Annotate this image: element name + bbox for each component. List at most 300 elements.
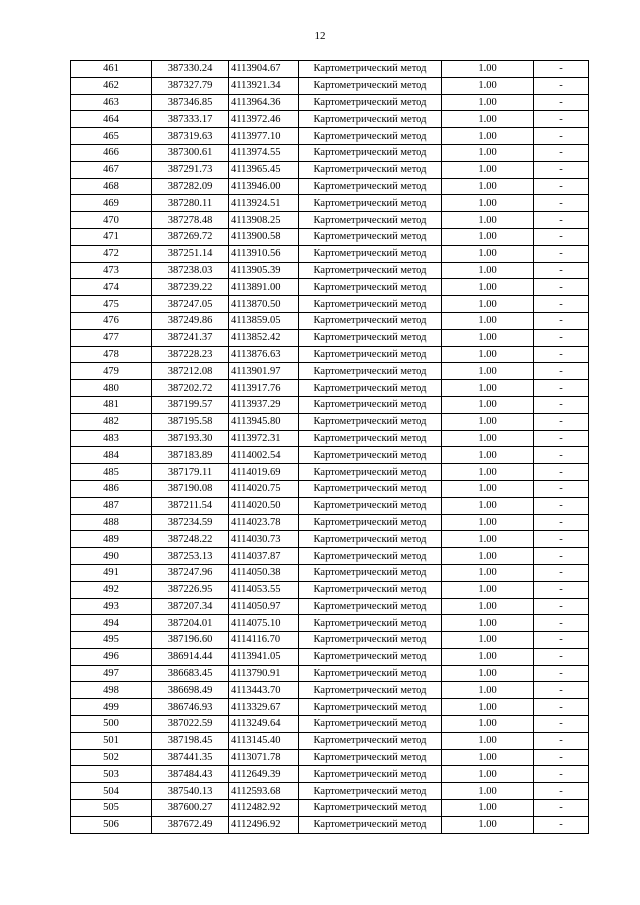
coordinate-y-cell: 4113891.00: [229, 279, 299, 296]
coordinate-y-cell: 4113859.05: [229, 312, 299, 329]
table-row: [71, 749, 589, 766]
coordinate-x-cell: 386746.93: [152, 699, 229, 716]
coordinate-y-cell: 4114002.54: [229, 447, 299, 464]
table-row: [71, 346, 589, 363]
coordinate-y-cell: 4113924.51: [229, 195, 299, 212]
table-row: [71, 61, 589, 78]
method-cell: Картометрический метод: [299, 665, 442, 682]
coordinate-y-cell: 4113937.29: [229, 396, 299, 413]
coordinate-y-cell: 4112649.39: [229, 766, 299, 783]
point-number-cell: 474: [71, 279, 152, 296]
coordinate-x-cell: 387193.30: [152, 430, 229, 447]
accuracy-cell: 1.00: [442, 346, 534, 363]
description-cell: -: [534, 161, 589, 178]
accuracy-cell: 1.00: [442, 296, 534, 313]
point-number-cell: 497: [71, 665, 152, 682]
point-number-cell: 462: [71, 77, 152, 94]
description-cell: -: [534, 598, 589, 615]
method-cell: Картометрический метод: [299, 766, 442, 783]
coordinate-x-cell: 387212.08: [152, 363, 229, 380]
accuracy-cell: 1.00: [442, 245, 534, 262]
accuracy-cell: 1.00: [442, 363, 534, 380]
point-number-cell: 487: [71, 497, 152, 514]
point-number-cell: 476: [71, 312, 152, 329]
description-cell: -: [534, 648, 589, 665]
table-row: [71, 447, 589, 464]
coordinate-y-cell: 4113852.42: [229, 329, 299, 346]
coordinate-x-cell: 387190.08: [152, 480, 229, 497]
table-row: [71, 413, 589, 430]
description-cell: -: [534, 228, 589, 245]
table-row: [71, 279, 589, 296]
coordinate-y-cell: 4113905.39: [229, 262, 299, 279]
coordinate-y-cell: 4113904.67: [229, 61, 299, 78]
coordinate-x-cell: 387672.49: [152, 816, 229, 833]
table-row: [71, 195, 589, 212]
point-number-cell: 502: [71, 749, 152, 766]
description-cell: -: [534, 296, 589, 313]
accuracy-cell: 1.00: [442, 464, 534, 481]
coordinate-x-cell: 387280.11: [152, 195, 229, 212]
table-row: [71, 212, 589, 229]
table-row: [71, 564, 589, 581]
table-row: [71, 380, 589, 397]
coordinate-y-cell: 4114050.38: [229, 564, 299, 581]
table-row: [71, 144, 589, 161]
method-cell: Картометрический метод: [299, 111, 442, 128]
method-cell: Картометрический метод: [299, 531, 442, 548]
point-number-cell: 499: [71, 699, 152, 716]
description-cell: -: [534, 766, 589, 783]
coordinate-x-cell: 387199.57: [152, 396, 229, 413]
coordinate-y-cell: 4113901.97: [229, 363, 299, 380]
coordinate-x-cell: 387241.37: [152, 329, 229, 346]
description-cell: -: [534, 480, 589, 497]
point-number-cell: 484: [71, 447, 152, 464]
method-cell: Картометрический метод: [299, 262, 442, 279]
coordinate-x-cell: 387247.96: [152, 564, 229, 581]
accuracy-cell: 1.00: [442, 816, 534, 833]
coordinates-table-body: [71, 61, 589, 834]
method-cell: Картометрический метод: [299, 716, 442, 733]
coordinate-y-cell: 4112593.68: [229, 783, 299, 800]
coordinate-y-cell: 4114020.50: [229, 497, 299, 514]
table-row: [71, 699, 589, 716]
point-number-cell: 473: [71, 262, 152, 279]
table-row: [71, 531, 589, 548]
description-cell: -: [534, 178, 589, 195]
method-cell: Картометрический метод: [299, 144, 442, 161]
accuracy-cell: 1.00: [442, 279, 534, 296]
accuracy-cell: 1.00: [442, 262, 534, 279]
accuracy-cell: 1.00: [442, 195, 534, 212]
coordinate-y-cell: 4113910.56: [229, 245, 299, 262]
method-cell: Картометрический метод: [299, 212, 442, 229]
method-cell: Картометрический метод: [299, 732, 442, 749]
description-cell: -: [534, 413, 589, 430]
description-cell: -: [534, 312, 589, 329]
coordinate-x-cell: 386914.44: [152, 648, 229, 665]
point-number-cell: 486: [71, 480, 152, 497]
method-cell: Картометрический метод: [299, 514, 442, 531]
point-number-cell: 493: [71, 598, 152, 615]
point-number-cell: 491: [71, 564, 152, 581]
coordinate-x-cell: 387195.58: [152, 413, 229, 430]
coordinate-y-cell: 4113972.31: [229, 430, 299, 447]
coordinate-y-cell: 4114037.87: [229, 548, 299, 565]
coordinate-x-cell: 387234.59: [152, 514, 229, 531]
coordinate-y-cell: 4113921.34: [229, 77, 299, 94]
method-cell: Картометрический метод: [299, 312, 442, 329]
table-row: [71, 682, 589, 699]
coordinate-y-cell: 4114023.78: [229, 514, 299, 531]
description-cell: -: [534, 464, 589, 481]
coordinate-x-cell: 387278.48: [152, 212, 229, 229]
description-cell: -: [534, 716, 589, 733]
accuracy-cell: 1.00: [442, 329, 534, 346]
table-row: [71, 766, 589, 783]
accuracy-cell: 1.00: [442, 144, 534, 161]
coordinate-y-cell: 4112496.92: [229, 816, 299, 833]
description-cell: -: [534, 77, 589, 94]
coordinates-table: [70, 60, 589, 834]
table-row: [71, 228, 589, 245]
point-number-cell: 480: [71, 380, 152, 397]
description-cell: -: [534, 279, 589, 296]
coordinate-x-cell: 387238.03: [152, 262, 229, 279]
point-number-cell: 482: [71, 413, 152, 430]
coordinate-x-cell: 387333.17: [152, 111, 229, 128]
point-number-cell: 500: [71, 716, 152, 733]
point-number-cell: 505: [71, 800, 152, 817]
method-cell: Картометрический метод: [299, 816, 442, 833]
accuracy-cell: 1.00: [442, 564, 534, 581]
description-cell: -: [534, 497, 589, 514]
description-cell: -: [534, 94, 589, 111]
point-number-cell: 485: [71, 464, 152, 481]
point-number-cell: 506: [71, 816, 152, 833]
method-cell: Картометрический метод: [299, 749, 442, 766]
table-row: [71, 464, 589, 481]
description-cell: -: [534, 61, 589, 78]
coordinate-x-cell: 387330.24: [152, 61, 229, 78]
accuracy-cell: 1.00: [442, 682, 534, 699]
coordinate-x-cell: 387196.60: [152, 632, 229, 649]
description-cell: -: [534, 581, 589, 598]
coordinate-x-cell: 387228.23: [152, 346, 229, 363]
description-cell: -: [534, 800, 589, 817]
method-cell: Картометрический метод: [299, 497, 442, 514]
method-cell: Картометрический метод: [299, 329, 442, 346]
accuracy-cell: 1.00: [442, 447, 534, 464]
coordinate-y-cell: 4113071.78: [229, 749, 299, 766]
coordinate-x-cell: 387441.35: [152, 749, 229, 766]
point-number-cell: 496: [71, 648, 152, 665]
accuracy-cell: 1.00: [442, 665, 534, 682]
method-cell: Картометрический метод: [299, 581, 442, 598]
accuracy-cell: 1.00: [442, 312, 534, 329]
table-row: [71, 497, 589, 514]
description-cell: -: [534, 749, 589, 766]
table-row: [71, 396, 589, 413]
description-cell: -: [534, 682, 589, 699]
method-cell: Картометрический метод: [299, 548, 442, 565]
description-cell: -: [534, 430, 589, 447]
description-cell: -: [534, 128, 589, 145]
accuracy-cell: 1.00: [442, 783, 534, 800]
method-cell: Картометрический метод: [299, 413, 442, 430]
table-row: [71, 161, 589, 178]
coordinate-x-cell: 387183.89: [152, 447, 229, 464]
coordinate-x-cell: 387247.05: [152, 296, 229, 313]
method-cell: Картометрический метод: [299, 800, 442, 817]
description-cell: -: [534, 732, 589, 749]
method-cell: Картометрический метод: [299, 396, 442, 413]
accuracy-cell: 1.00: [442, 648, 534, 665]
description-cell: -: [534, 144, 589, 161]
coordinate-y-cell: 4113941.05: [229, 648, 299, 665]
accuracy-cell: 1.00: [442, 430, 534, 447]
coordinate-y-cell: 4113908.25: [229, 212, 299, 229]
accuracy-cell: 1.00: [442, 716, 534, 733]
point-number-cell: 467: [71, 161, 152, 178]
table-row: [71, 312, 589, 329]
point-number-cell: 468: [71, 178, 152, 195]
coordinate-x-cell: 387346.85: [152, 94, 229, 111]
coordinate-x-cell: 387282.09: [152, 178, 229, 195]
accuracy-cell: 1.00: [442, 699, 534, 716]
coordinate-x-cell: 386698.49: [152, 682, 229, 699]
coordinate-x-cell: 387251.14: [152, 245, 229, 262]
coordinate-x-cell: 387484.43: [152, 766, 229, 783]
table-row: [71, 363, 589, 380]
table-row: [71, 178, 589, 195]
point-number-cell: 471: [71, 228, 152, 245]
coordinate-y-cell: 4113900.58: [229, 228, 299, 245]
coordinate-y-cell: 4114053.55: [229, 581, 299, 598]
coordinate-x-cell: 386683.45: [152, 665, 229, 682]
accuracy-cell: 1.00: [442, 480, 534, 497]
description-cell: -: [534, 447, 589, 464]
table-row: [71, 430, 589, 447]
coordinate-y-cell: 4113329.67: [229, 699, 299, 716]
table-row: [71, 94, 589, 111]
coordinate-y-cell: 4114050.97: [229, 598, 299, 615]
coordinate-x-cell: 387239.22: [152, 279, 229, 296]
accuracy-cell: 1.00: [442, 548, 534, 565]
table-row: [71, 783, 589, 800]
coordinate-y-cell: 4113965.45: [229, 161, 299, 178]
method-cell: Картометрический метод: [299, 682, 442, 699]
table-row: [71, 548, 589, 565]
description-cell: -: [534, 329, 589, 346]
accuracy-cell: 1.00: [442, 380, 534, 397]
description-cell: -: [534, 212, 589, 229]
coordinate-y-cell: 4113977.10: [229, 128, 299, 145]
method-cell: Картометрический метод: [299, 598, 442, 615]
coordinate-y-cell: 4113870.50: [229, 296, 299, 313]
description-cell: -: [534, 783, 589, 800]
point-number-cell: 477: [71, 329, 152, 346]
point-number-cell: 479: [71, 363, 152, 380]
coordinate-x-cell: 387300.61: [152, 144, 229, 161]
coordinate-x-cell: 387204.01: [152, 615, 229, 632]
accuracy-cell: 1.00: [442, 581, 534, 598]
accuracy-cell: 1.00: [442, 94, 534, 111]
table-row: [71, 128, 589, 145]
description-cell: -: [534, 699, 589, 716]
method-cell: Картометрический метод: [299, 464, 442, 481]
description-cell: -: [534, 615, 589, 632]
accuracy-cell: 1.00: [442, 514, 534, 531]
accuracy-cell: 1.00: [442, 615, 534, 632]
coordinate-x-cell: 387253.13: [152, 548, 229, 565]
coordinate-y-cell: 4113876.63: [229, 346, 299, 363]
point-number-cell: 504: [71, 783, 152, 800]
accuracy-cell: 1.00: [442, 161, 534, 178]
description-cell: -: [534, 396, 589, 413]
coordinate-y-cell: 4113790.91: [229, 665, 299, 682]
method-cell: Картометрический метод: [299, 279, 442, 296]
method-cell: Картометрический метод: [299, 648, 442, 665]
table-row: [71, 732, 589, 749]
description-cell: -: [534, 548, 589, 565]
description-cell: -: [534, 363, 589, 380]
coordinate-x-cell: 387248.22: [152, 531, 229, 548]
accuracy-cell: 1.00: [442, 128, 534, 145]
coordinate-y-cell: 4114019.69: [229, 464, 299, 481]
method-cell: Картометрический метод: [299, 564, 442, 581]
accuracy-cell: 1.00: [442, 531, 534, 548]
coordinate-x-cell: 387327.79: [152, 77, 229, 94]
description-cell: -: [534, 111, 589, 128]
table-row: [71, 296, 589, 313]
method-cell: Картометрический метод: [299, 699, 442, 716]
point-number-cell: 463: [71, 94, 152, 111]
coordinate-x-cell: 387269.72: [152, 228, 229, 245]
coordinate-y-cell: 4113946.00: [229, 178, 299, 195]
coordinate-y-cell: 4113917.76: [229, 380, 299, 397]
method-cell: Картометрический метод: [299, 296, 442, 313]
description-cell: -: [534, 346, 589, 363]
accuracy-cell: 1.00: [442, 61, 534, 78]
table-row: [71, 615, 589, 632]
description-cell: -: [534, 816, 589, 833]
table-row: [71, 514, 589, 531]
description-cell: -: [534, 632, 589, 649]
accuracy-cell: 1.00: [442, 178, 534, 195]
table-row: [71, 665, 589, 682]
table-row: [71, 480, 589, 497]
method-cell: Картометрический метод: [299, 363, 442, 380]
point-number-cell: 466: [71, 144, 152, 161]
point-number-cell: 481: [71, 396, 152, 413]
coordinate-x-cell: 387226.95: [152, 581, 229, 598]
accuracy-cell: 1.00: [442, 766, 534, 783]
table-row: [71, 262, 589, 279]
point-number-cell: 501: [71, 732, 152, 749]
coordinate-y-cell: 4113443.70: [229, 682, 299, 699]
accuracy-cell: 1.00: [442, 800, 534, 817]
coordinate-x-cell: 387202.72: [152, 380, 229, 397]
point-number-cell: 490: [71, 548, 152, 565]
table-row: [71, 800, 589, 817]
description-cell: -: [534, 245, 589, 262]
method-cell: Картометрический метод: [299, 228, 442, 245]
point-number-cell: 492: [71, 581, 152, 598]
coordinate-y-cell: 4113945.80: [229, 413, 299, 430]
point-number-cell: 475: [71, 296, 152, 313]
coordinate-x-cell: 387600.27: [152, 800, 229, 817]
method-cell: Картометрический метод: [299, 380, 442, 397]
point-number-cell: 469: [71, 195, 152, 212]
coordinate-y-cell: 4114075.10: [229, 615, 299, 632]
method-cell: Картометрический метод: [299, 161, 442, 178]
accuracy-cell: 1.00: [442, 413, 534, 430]
description-cell: -: [534, 380, 589, 397]
point-number-cell: 495: [71, 632, 152, 649]
method-cell: Картометрический метод: [299, 632, 442, 649]
accuracy-cell: 1.00: [442, 749, 534, 766]
method-cell: Картометрический метод: [299, 77, 442, 94]
description-cell: -: [534, 514, 589, 531]
coordinate-x-cell: 387179.11: [152, 464, 229, 481]
table-row: [71, 716, 589, 733]
accuracy-cell: 1.00: [442, 212, 534, 229]
point-number-cell: 461: [71, 61, 152, 78]
method-cell: Картометрический метод: [299, 245, 442, 262]
accuracy-cell: 1.00: [442, 396, 534, 413]
point-number-cell: 488: [71, 514, 152, 531]
method-cell: Картометрический метод: [299, 783, 442, 800]
coordinate-x-cell: 387249.86: [152, 312, 229, 329]
coordinate-x-cell: 387211.54: [152, 497, 229, 514]
accuracy-cell: 1.00: [442, 111, 534, 128]
coordinate-x-cell: 387022.59: [152, 716, 229, 733]
table-row: [71, 581, 589, 598]
accuracy-cell: 1.00: [442, 632, 534, 649]
description-cell: -: [534, 262, 589, 279]
accuracy-cell: 1.00: [442, 497, 534, 514]
coordinate-y-cell: 4112482.92: [229, 800, 299, 817]
accuracy-cell: 1.00: [442, 77, 534, 94]
coordinate-x-cell: 387540.13: [152, 783, 229, 800]
coordinate-y-cell: 4113974.55: [229, 144, 299, 161]
description-cell: -: [534, 665, 589, 682]
table-row: [71, 245, 589, 262]
point-number-cell: 464: [71, 111, 152, 128]
coordinate-y-cell: 4113249.64: [229, 716, 299, 733]
description-cell: -: [534, 195, 589, 212]
point-number-cell: 472: [71, 245, 152, 262]
coordinate-y-cell: 4113972.46: [229, 111, 299, 128]
table-row: [71, 329, 589, 346]
point-number-cell: 483: [71, 430, 152, 447]
accuracy-cell: 1.00: [442, 598, 534, 615]
coordinate-x-cell: 387198.45: [152, 732, 229, 749]
method-cell: Картометрический метод: [299, 61, 442, 78]
description-cell: -: [534, 531, 589, 548]
coordinate-x-cell: 387207.34: [152, 598, 229, 615]
point-number-cell: 465: [71, 128, 152, 145]
point-number-cell: 498: [71, 682, 152, 699]
method-cell: Картометрический метод: [299, 178, 442, 195]
accuracy-cell: 1.00: [442, 732, 534, 749]
coordinate-y-cell: 4114030.73: [229, 531, 299, 548]
method-cell: Картометрический метод: [299, 195, 442, 212]
table-row: [71, 598, 589, 615]
page-number: 12: [314, 30, 326, 42]
